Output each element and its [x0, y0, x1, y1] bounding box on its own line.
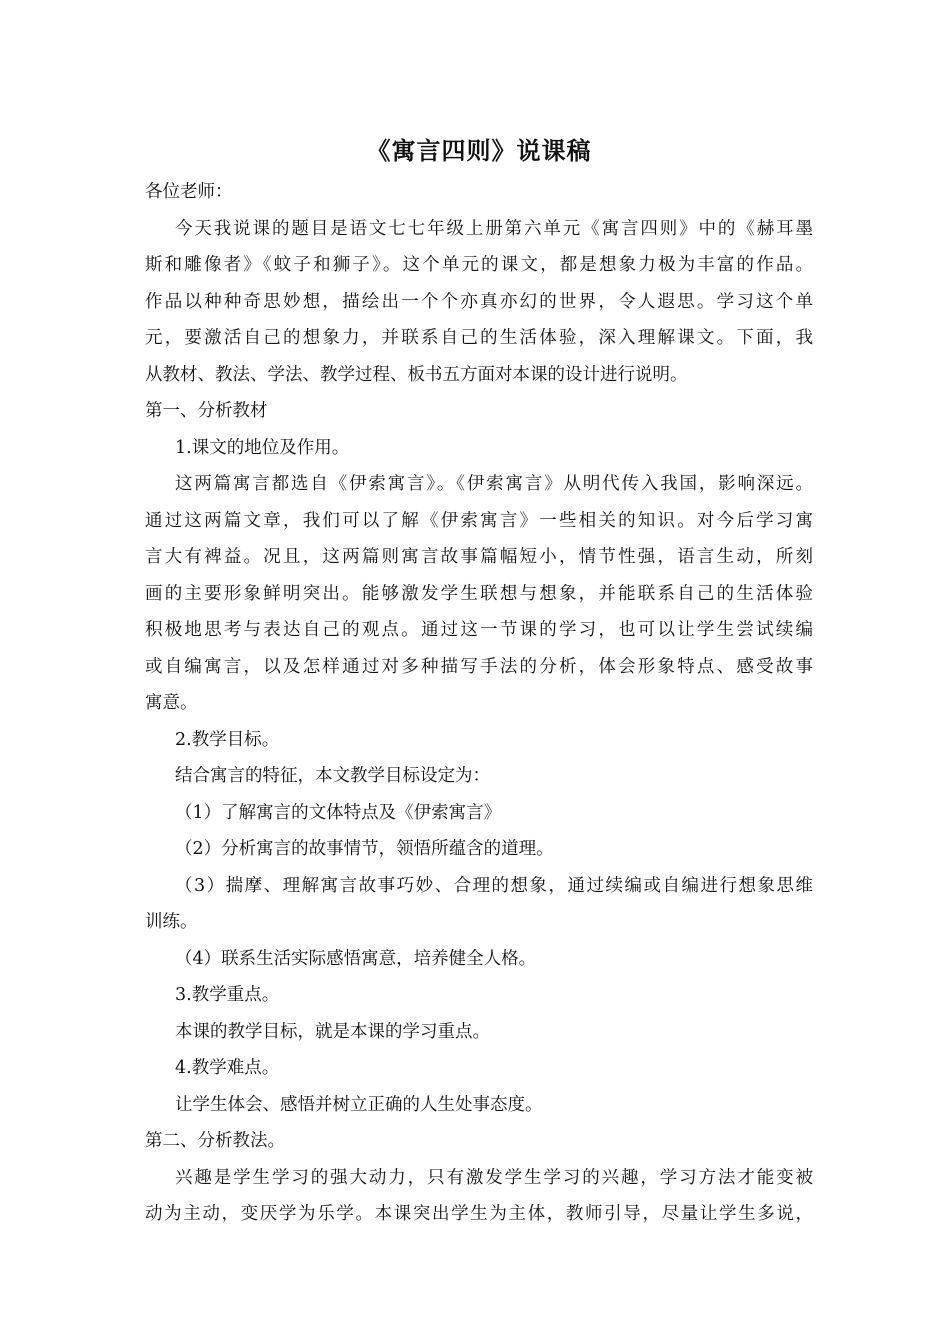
item2-lead: 结合寓言的特征，本文教学目标设定为：: [175, 766, 490, 786]
item1-body-line: 画的主要形象鲜明突出。能够激发学生联想与想象，并能联系自己的生活体验: [145, 583, 813, 604]
item1-body-line: 寓意。: [145, 693, 198, 713]
greeting: 各位老师：: [145, 182, 233, 202]
intro-line: 从教材、教法、学法、教学过程、板书五方面对本课的设计进行说明。: [145, 364, 688, 385]
goal-4: （4）联系生活实际感悟寓意，培养健全人格。: [175, 948, 537, 969]
intro-line: 斯和雕像者》《蚊子和狮子》。这个单元的课文，都是想象力极为丰富的作品。: [145, 255, 813, 275]
document-page: [145, 128, 813, 1233]
intro-line: 今天我说课的题目是语文七七年级上册第六单元《寓言四则》中的《赫耳墨: [175, 218, 813, 239]
item1-body-line: 积极地思考与表达自己的观点。通过这一节课的学习，也可以让学生尝试续编: [145, 620, 813, 640]
goal-1: （1）了解寓言的文体特点及《伊索寓言》: [175, 802, 502, 823]
item1-heading: 1.课文的地位及作用。: [175, 437, 350, 458]
item1-body-line: 或自编寓言，以及怎样通过对多种描写手法的分析，体会形象特点、感受故事: [145, 656, 813, 677]
intro-line: 作品以种种奇思妙想，描绘出一个个亦真亦幻的世界，令人遐思。学习这个单: [145, 291, 813, 312]
item4-heading: 4.教学难点。: [175, 1058, 280, 1078]
goal-3-line-2: 训练。: [145, 912, 198, 932]
section2-body-line: 兴趣是学生学习的强大动力，只有激发学生学习的兴趣，学习方法才能变被: [175, 1167, 813, 1188]
item1-body-line: 这两篇寓言都选自《伊索寓言》。《伊索寓言》从明代传入我国，影响深远。: [175, 474, 813, 494]
document-title: 《寓言四则》说课稿: [366, 136, 592, 165]
item3-body: 本课的教学目标，就是本课的学习重点。: [175, 1021, 490, 1042]
item4-body: 让学生体会、感悟并树立正确的人生处事态度。: [175, 1094, 543, 1115]
section1-heading: 第一、分析教材: [145, 401, 268, 421]
item3-heading: 3.教学重点。: [175, 985, 280, 1005]
item2-heading: 2.教学目标。: [175, 729, 280, 750]
intro-line: 元，要激活自己的想象力，并联系自己的生活体验，深入理解课文。下面，我: [145, 328, 813, 348]
goal-2: （2）分析寓言的故事情节，领悟所蕴含的道理。: [175, 839, 554, 859]
section2-heading: 第二、分析教法。: [145, 1131, 285, 1151]
section2-body-line: 动为主动，变厌学为乐学。本课突出学生为主体，教师引导，尽量让学生多说，: [145, 1204, 813, 1224]
item1-body-line: 言大有裨益。况且，这两篇则寓言故事篇幅短小，情节性强，语言生动，所刻: [145, 547, 813, 567]
goal-3-line-1: （3）揣摩、理解寓言故事巧妙、合理的想象，通过续编或自编进行想象思维: [175, 875, 813, 896]
item1-body-line: 通过这两篇文章，我们可以了解《伊索寓言》一些相关的知识。对今后学习寓: [145, 510, 813, 531]
